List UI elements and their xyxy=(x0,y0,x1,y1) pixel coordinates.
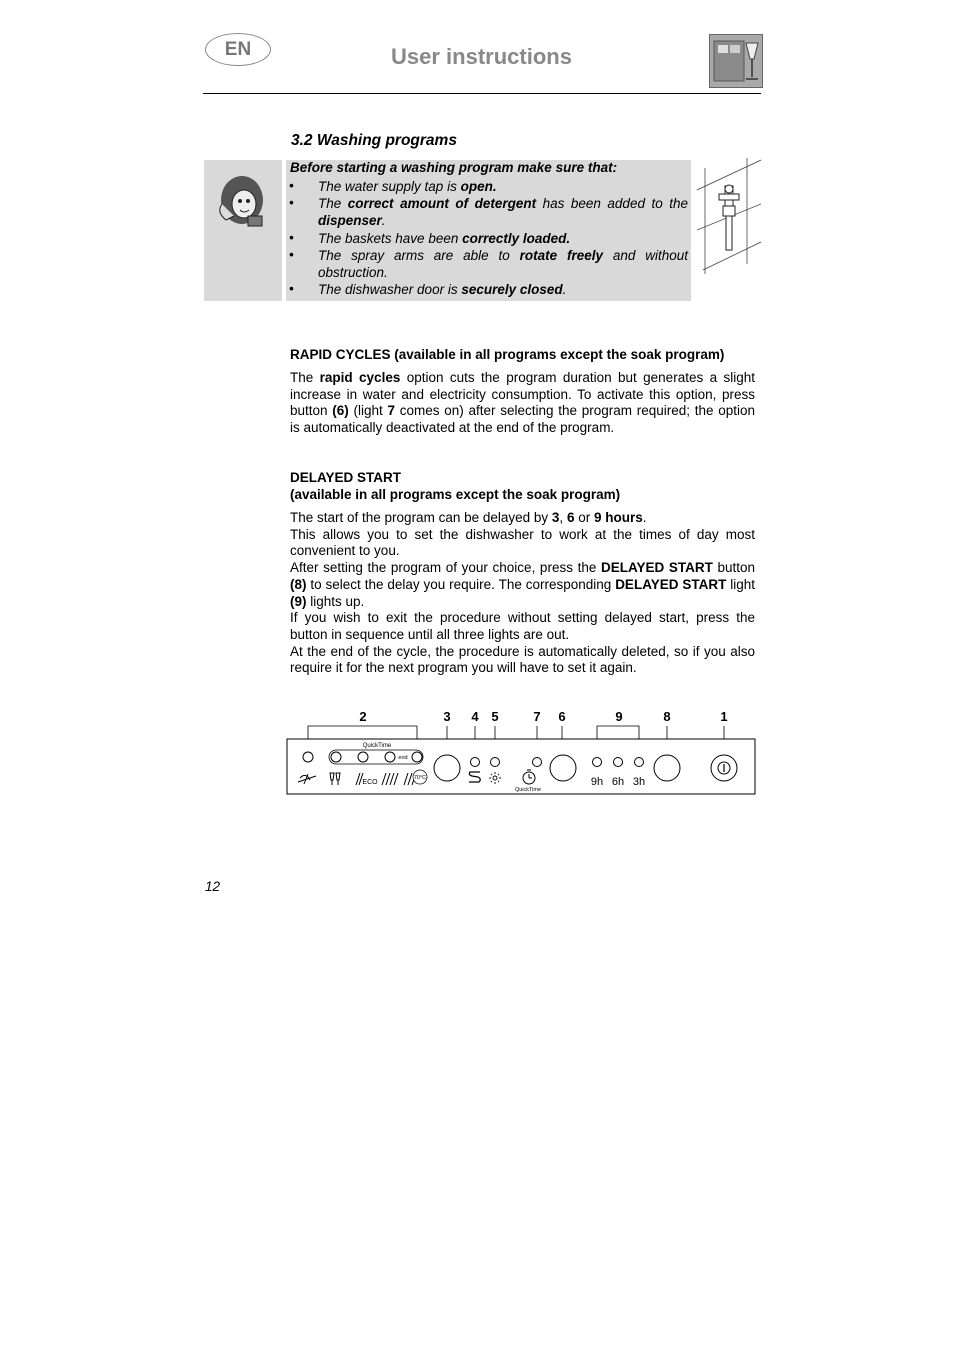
character-illustration-box xyxy=(204,160,282,301)
delayed-start-paragraph: This allows you to set the dishwasher to work at the times of day most convenient to you. xyxy=(290,526,755,559)
character-illustration xyxy=(204,160,282,301)
header-divider xyxy=(203,93,761,94)
callout-7: 7 xyxy=(533,709,541,724)
program-light-3 xyxy=(358,752,368,762)
checklist-bullet: • xyxy=(289,178,294,193)
salt-light xyxy=(471,758,480,767)
delay-label-3h: 3h xyxy=(632,776,646,788)
section-title: 3.2 Washing programs xyxy=(291,132,457,149)
checklist-item: The water supply tap is open. xyxy=(318,179,497,194)
delay-label-6h: 6h xyxy=(611,776,625,788)
callout-6: 6 xyxy=(558,709,566,724)
language-badge: EN xyxy=(205,33,271,66)
delayed-start-heading: DELAYED START xyxy=(290,470,402,485)
rapid-cycles-paragraph: The rapid cycles option cuts the program duration but generates a slight increase in water and electricity consumption. To activate this option, press button (6) (light 7 comes on) after selecting the program required; the option is automatically deactivated at the end of the program. xyxy=(290,370,755,436)
delay-label-9h: 9h xyxy=(590,776,604,788)
delayed-start-paragraph: At the end of the cycle, the procedure is automatically deleted, so if you also require it for the next program you will have to set it again. xyxy=(290,643,755,676)
rapid-cycle-light xyxy=(533,758,542,767)
end-label: end xyxy=(398,755,408,761)
water-tap-illustration xyxy=(697,158,761,274)
delayed-start-paragraph: The start of the program can be delayed by 3, 6 or 9 hours. xyxy=(290,510,647,525)
program-light-4 xyxy=(385,752,395,762)
checklist-heading: Before starting a washing program make sure that: xyxy=(290,160,618,175)
callout-5: 5 xyxy=(491,709,499,724)
rapid-cycles-button[interactable] xyxy=(550,755,576,781)
control-panel-diagram xyxy=(286,706,758,796)
program-light-5 xyxy=(412,752,422,762)
callout-2: 2 xyxy=(359,709,367,724)
callout-8: 8 xyxy=(663,709,671,724)
checklist-item: The correct amount of detergent has been added to the dispenser. xyxy=(318,196,689,228)
checklist-bullet: • xyxy=(289,247,294,262)
quicktime-label-top: QuickTime xyxy=(362,743,392,749)
page-title: User instructions xyxy=(391,44,572,69)
callout-1: 1 xyxy=(720,709,728,724)
callout-9: 9 xyxy=(615,709,623,724)
checklist-bullet: • xyxy=(289,230,294,245)
callout-4: 4 xyxy=(471,709,479,724)
delayed-start-paragraph: If you wish to exit the procedure without setting delayed start, press the button in sequence until all three lights are out. xyxy=(290,610,755,642)
delay-light-9h xyxy=(593,758,602,767)
page-number: 12 xyxy=(205,879,221,894)
delay-light-3h xyxy=(635,758,644,767)
delayed-start-text xyxy=(290,510,755,677)
svg-text:ECO: ECO xyxy=(362,779,378,786)
checklist-item: The baskets have been correctly loaded. xyxy=(318,231,571,246)
rinse-aid-light xyxy=(491,758,500,767)
dishwasher-glass-icon xyxy=(709,34,763,88)
delayed-start-button[interactable] xyxy=(654,755,680,781)
delayed-start-subheading: (available in all programs except the soak program) xyxy=(290,487,621,502)
quicktime-label-bottom: QuickTime xyxy=(514,787,542,793)
delayed-start-paragraph: After setting the program of your choice, press the DELAYED START button (8) to select the delay you require. The corresponding DELAYED START light (9) lights up. xyxy=(290,560,755,609)
checklist-bullet: • xyxy=(289,281,294,296)
callout-3: 3 xyxy=(443,709,451,724)
checklist-item: The spray arms are able to rotate freely and without obstruction. xyxy=(318,248,688,280)
program-select-button[interactable] xyxy=(434,755,460,781)
program-light-soak xyxy=(303,752,313,762)
rapid-cycles-heading: RAPID CYCLES (available in all programs except the soak program) xyxy=(290,347,725,362)
checklist-bullet: • xyxy=(289,195,294,210)
checklist-item: The dishwasher door is securely closed. xyxy=(318,282,567,297)
delay-light-6h xyxy=(614,758,623,767)
program-light-2 xyxy=(331,752,341,762)
svg-text:70°C: 70°C xyxy=(413,775,427,781)
